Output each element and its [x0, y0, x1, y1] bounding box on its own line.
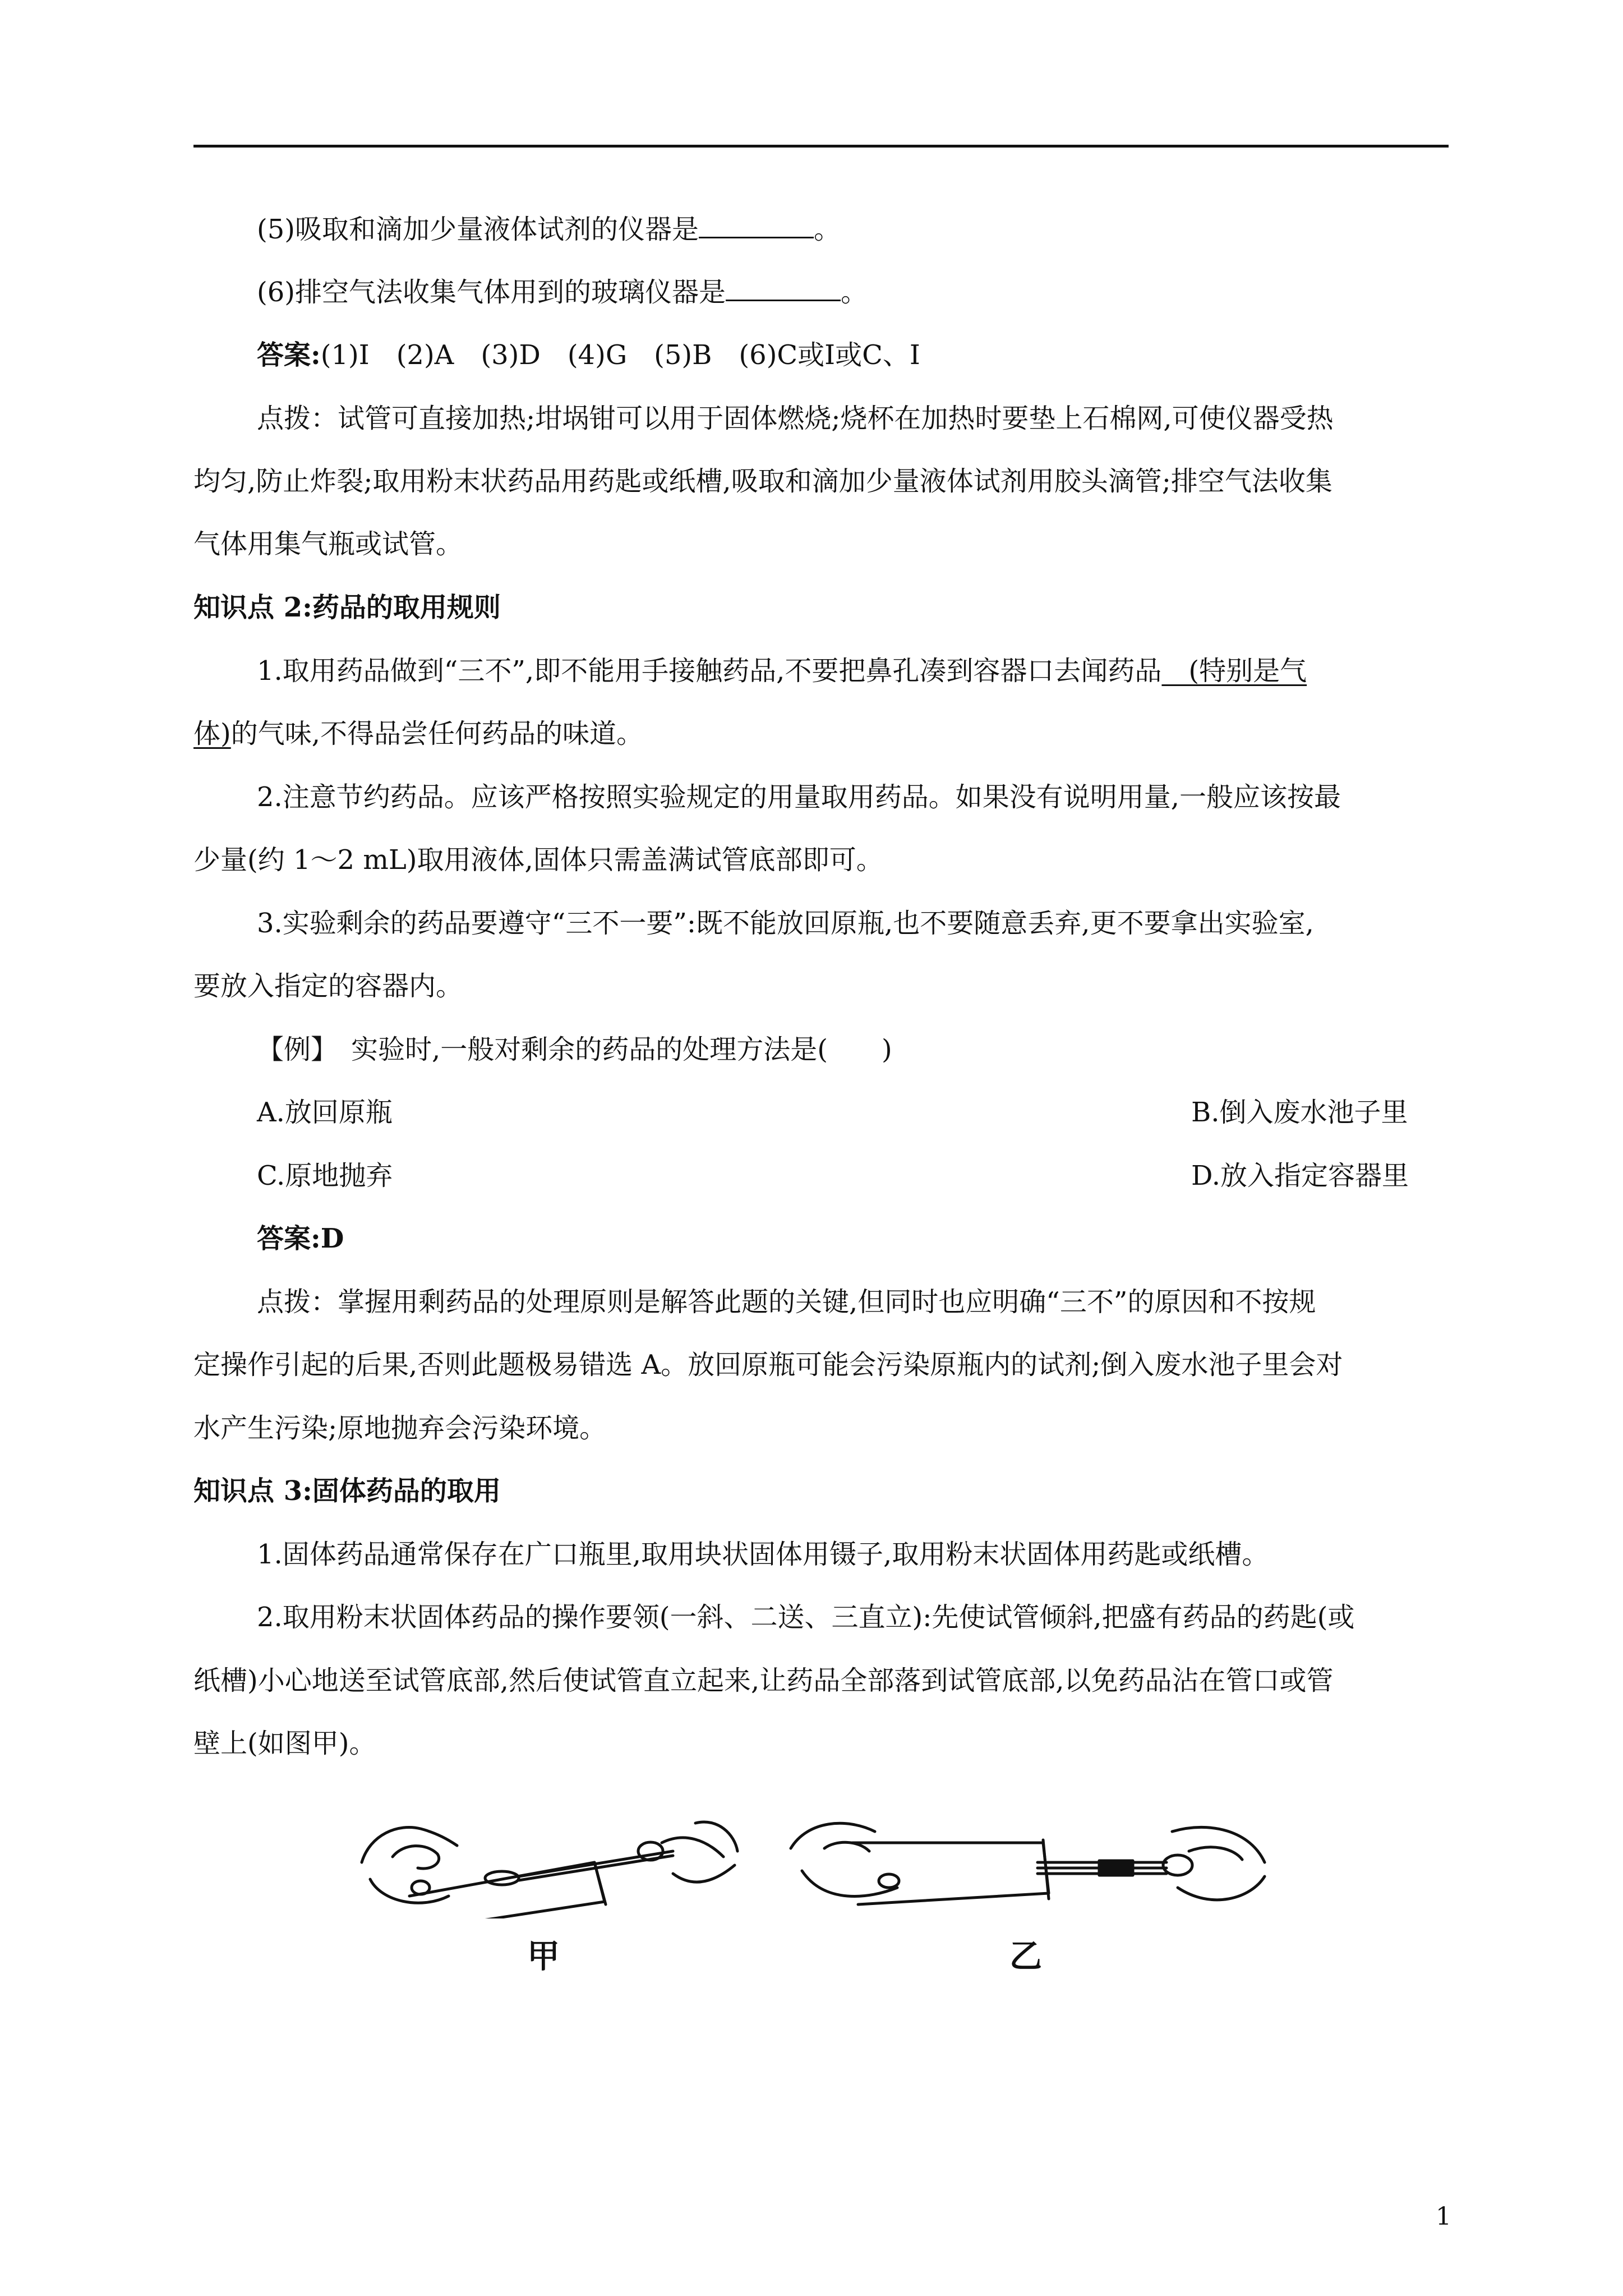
- hint-paragraph-line: 均匀,防止炸裂;取用粉末状药品用药匙或纸槽,吸取和滴加少量液体试剂用胶头滴管;排空气法收集: [193, 466, 1332, 497]
- solid-rule-2-line: 纸槽)小心地送至试管底部,然后使试管直立起来,让药品全部落到试管底部,以免药品沾在管口或管: [193, 1665, 1334, 1696]
- hint-paragraph-line: 点拨：掌握用剩药品的处理原则是解答此题的关键,但同时也应明确“三不”的原因和不按规: [257, 1286, 1316, 1318]
- rule-1-line: 体)的气味,不得品尝任何药品的味道。: [193, 718, 643, 749]
- rule-3-line: 要放入指定的容器内。: [193, 970, 463, 1002]
- section-heading: 知识点 2:药品的取用规则: [193, 592, 501, 623]
- example-question: 【例】 实验时,一般对剩余的药品的处理方法是( ): [257, 1034, 892, 1065]
- option-c[interactable]: C.原地抛弃: [257, 1160, 393, 1191]
- figure-label-yi: 乙: [1009, 1937, 1043, 1975]
- option-d[interactable]: D.放入指定容器里: [1191, 1160, 1409, 1191]
- hint-paragraph-line: 点拨：试管可直接加热;坩埚钳可以用于固体燃烧;烧杯在加热时要垫上石棉网,可使仪器受热: [257, 403, 1334, 434]
- section-heading: 知识点 3:固体药品的取用: [193, 1475, 501, 1507]
- header-rule: [193, 145, 1449, 148]
- hint-paragraph-line: 水产生污染;原地抛弃会污染环境。: [193, 1412, 607, 1444]
- solid-rule-2-line: 2.取用粉末状固体药品的操作要领(一斜、二送、三直立):先使试管倾斜,把盛有药品的药匙(或: [257, 1602, 1355, 1633]
- answer-blank[interactable]: [699, 212, 814, 238]
- hint-paragraph-line: 气体用集气瓶或试管。: [193, 528, 463, 560]
- option-b[interactable]: B.倒入废水池子里: [1191, 1097, 1408, 1128]
- figure-jia-illustration: [359, 1812, 740, 1918]
- rule-2-line: 2.注意节约药品。应该严格按照实验规定的用量取用药品。如果没有说明用量,一般应该按最: [257, 781, 1341, 813]
- answer-blank[interactable]: [726, 275, 841, 301]
- hint-paragraph-line: 定操作引起的后果,否则此题极易错选 A。放回原瓶可能会污染原瓶内的试剂;倒入废水池子里会对: [193, 1349, 1343, 1381]
- figure-yi-illustration: [785, 1809, 1267, 1918]
- rule-3-line: 3.实验剩余的药品要遵守“三不一要”:既不能放回原瓶,也不要随意丢弃,更不要拿出实验室,: [257, 908, 1314, 939]
- rule-2-line: 少量(约 1～2 mL)取用液体,固体只需盖满试管底部即可。: [193, 844, 883, 876]
- question-5: (5)吸取和滴加少量液体试剂的仪器是 。: [257, 212, 841, 246]
- solid-rule-1: 1.固体药品通常保存在广口瓶里,取用块状固体用镊子,取用粉末状固体用药匙或纸槽。: [257, 1539, 1269, 1570]
- answer-line: 答案:D: [257, 1223, 344, 1254]
- solid-rule-2-line: 壁上(如图甲)。: [193, 1728, 376, 1759]
- figure-label-jia: 甲: [527, 1937, 560, 1975]
- option-a[interactable]: A.放回原瓶: [257, 1097, 393, 1128]
- page-number: 1: [1436, 2202, 1451, 2231]
- rule-1-line: 1.取用药品做到“三不”,即不能用手接触药品,不要把鼻孔凑到容器口去闻药品 (特别是气: [257, 655, 1307, 687]
- question-6: (6)排空气法收集气体用到的玻璃仪器是 。: [257, 275, 868, 309]
- answer-line: 答案:(1)I (2)A (3)D (4)G (5)B (6)C或I或C、I: [257, 339, 920, 371]
